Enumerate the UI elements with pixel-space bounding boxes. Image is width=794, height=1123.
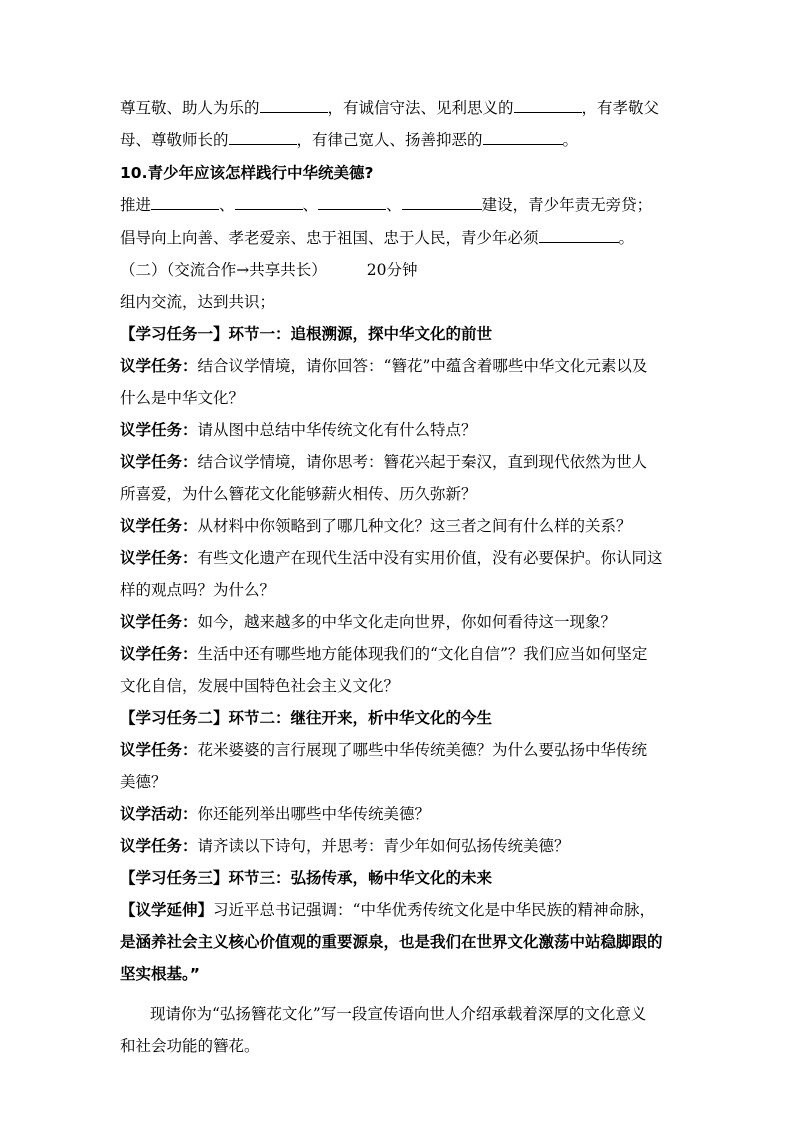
item-text: 结合议学情境，请你思考：簪花兴起于秦汉，直到现代依然为世人 bbox=[197, 453, 648, 471]
fill-line-1 bbox=[120, 97, 659, 119]
answer-blank[interactable] bbox=[235, 195, 303, 210]
text: 、 bbox=[302, 196, 319, 214]
task-2-item-3 bbox=[120, 835, 570, 857]
task-1-item-5 bbox=[120, 547, 663, 569]
task-1-header bbox=[120, 323, 492, 345]
task-title: 环节一：追根溯源，探中华文化的前世 bbox=[228, 325, 493, 343]
item-label: 议学活动： bbox=[120, 805, 198, 823]
question-10-title: 10.青少年应该怎样践行中华统美德? bbox=[120, 164, 374, 182]
item-text: 花米婆婆的言行展现了哪些中华传统美德？为什么要弘扬中华传统 bbox=[197, 741, 648, 759]
text: 推进 bbox=[120, 196, 152, 214]
answer-blank[interactable] bbox=[402, 195, 482, 210]
task-2-header bbox=[120, 707, 492, 729]
item-text: 生活中还有哪些地方能体现我们的“文化自信”？我们应当如何坚定 bbox=[197, 645, 648, 663]
answer-blank[interactable] bbox=[514, 98, 582, 113]
section-time: 20分钟 bbox=[366, 261, 418, 279]
prompt-line-1: 现请你为“弘扬簪花文化”写一段宣传语向世人介绍承载着深厚的文化意义 bbox=[150, 1005, 647, 1023]
task-tag: 【学习任务二】 bbox=[120, 709, 229, 727]
section-2-intro: 组内交流，达到共识； bbox=[120, 293, 276, 311]
answer-blank[interactable] bbox=[483, 130, 563, 145]
item-text: 有些文化遗产在现代生活中没有实用价值，没有必要保护。你认同这 bbox=[197, 549, 663, 567]
task-2-item-1 bbox=[120, 739, 647, 761]
extension-line-2: 是涵养社会主义核心价值观的重要源泉，也是我们在世界文化激荡中站稳脚跟的 bbox=[120, 933, 663, 951]
extension-line-1 bbox=[120, 899, 655, 921]
task-1-item-1-cont: 什么是中华文化？ bbox=[120, 389, 245, 407]
text: 母、尊敬师长的 bbox=[120, 131, 229, 149]
item-text: 请齐读以下诗句，并思考：青少年如何弘扬传统美德？ bbox=[197, 837, 570, 855]
text: 建设，青少年责无旁贷； bbox=[481, 196, 653, 214]
answer-blank[interactable] bbox=[260, 98, 328, 113]
text: ，有诚信守法、见利思义的 bbox=[327, 99, 514, 117]
answer-blank[interactable] bbox=[229, 130, 297, 145]
text: 。 bbox=[618, 229, 635, 247]
task-title: 环节三：弘扬传承，畅中华文化的未来 bbox=[228, 869, 493, 887]
item-label: 议学任务： bbox=[120, 645, 198, 663]
item-label: 议学任务： bbox=[120, 837, 198, 855]
prompt-line-2: 和社会功能的簪花。 bbox=[120, 1037, 260, 1055]
task-3-header bbox=[120, 867, 492, 889]
text: 、 bbox=[386, 196, 402, 214]
item-label: 议学任务： bbox=[120, 613, 198, 631]
task-title: 环节二：继往开来，析中华文化的今生 bbox=[228, 709, 493, 727]
answer-blank[interactable] bbox=[539, 228, 619, 243]
item-label: 议学任务： bbox=[120, 517, 198, 535]
task-tag: 【学习任务三】 bbox=[120, 869, 229, 887]
text: 尊互敬、助人为乐的 bbox=[120, 99, 260, 117]
question-10-line-1 bbox=[120, 194, 652, 216]
task-1-item-7-cont: 文化自信，发展中国特色社会主义文化？ bbox=[120, 677, 400, 695]
extension-tag: 【议学延伸】 bbox=[120, 901, 214, 919]
task-1-item-3-cont: 所喜爱，为什么簪花文化能够薪火相传、历久弥新？ bbox=[120, 485, 477, 503]
answer-blank[interactable] bbox=[151, 195, 219, 210]
item-label: 议学任务： bbox=[120, 549, 198, 567]
item-text: 从材料中你领略到了哪几种文化？这三者之间有什么样的关系？ bbox=[197, 517, 632, 535]
item-text: 结合议学情境，请你回答：“簪花”中蕴含着哪些中华文化元素以及 bbox=[197, 357, 648, 375]
text: ，有孝敬父 bbox=[581, 99, 660, 117]
task-1-item-5-cont: 样的观点吗？为什么？ bbox=[120, 581, 276, 599]
text: 、 bbox=[219, 196, 235, 214]
item-text: 请从图中总结中华传统文化有什么特点？ bbox=[197, 421, 477, 439]
fill-line-2 bbox=[120, 129, 578, 151]
task-1-item-4 bbox=[120, 515, 632, 537]
task-1-item-2 bbox=[120, 419, 477, 441]
answer-blank[interactable] bbox=[318, 195, 386, 210]
task-2-item-2 bbox=[120, 803, 430, 825]
extension-text: 习近平总书记强调：“中华优秀传统文化是中华民族的精神命脉， bbox=[213, 901, 655, 919]
item-text: 如今，越来越多的中华文化走向世界，你如何看待这一现象？ bbox=[197, 613, 617, 631]
section-2-heading bbox=[120, 259, 417, 281]
item-label: 议学任务： bbox=[120, 453, 198, 471]
section-label: （二）（交流合作→共享共长） bbox=[120, 261, 327, 279]
item-text: 你还能列举出哪些中华传统美德？ bbox=[197, 805, 431, 823]
task-1-item-7 bbox=[120, 643, 647, 665]
task-1-item-6 bbox=[120, 611, 616, 633]
task-2-item-1-cont: 美德？ bbox=[120, 773, 167, 791]
task-1-item-1 bbox=[120, 355, 647, 377]
item-label: 议学任务： bbox=[120, 357, 198, 375]
extension-line-3: 坚实根基。” bbox=[120, 965, 200, 983]
text: 。 bbox=[562, 131, 579, 149]
task-tag: 【学习任务一】 bbox=[120, 325, 229, 343]
item-label: 议学任务： bbox=[120, 741, 198, 759]
text: ，有律己宽人、扬善抑恶的 bbox=[296, 131, 483, 149]
item-label: 议学任务： bbox=[120, 421, 198, 439]
task-1-item-3 bbox=[120, 451, 647, 473]
text: 倡导向上向善、孝老爱亲、忠于祖国、忠于人民，青少年必须 bbox=[120, 229, 539, 247]
question-10-line-2 bbox=[120, 227, 634, 249]
